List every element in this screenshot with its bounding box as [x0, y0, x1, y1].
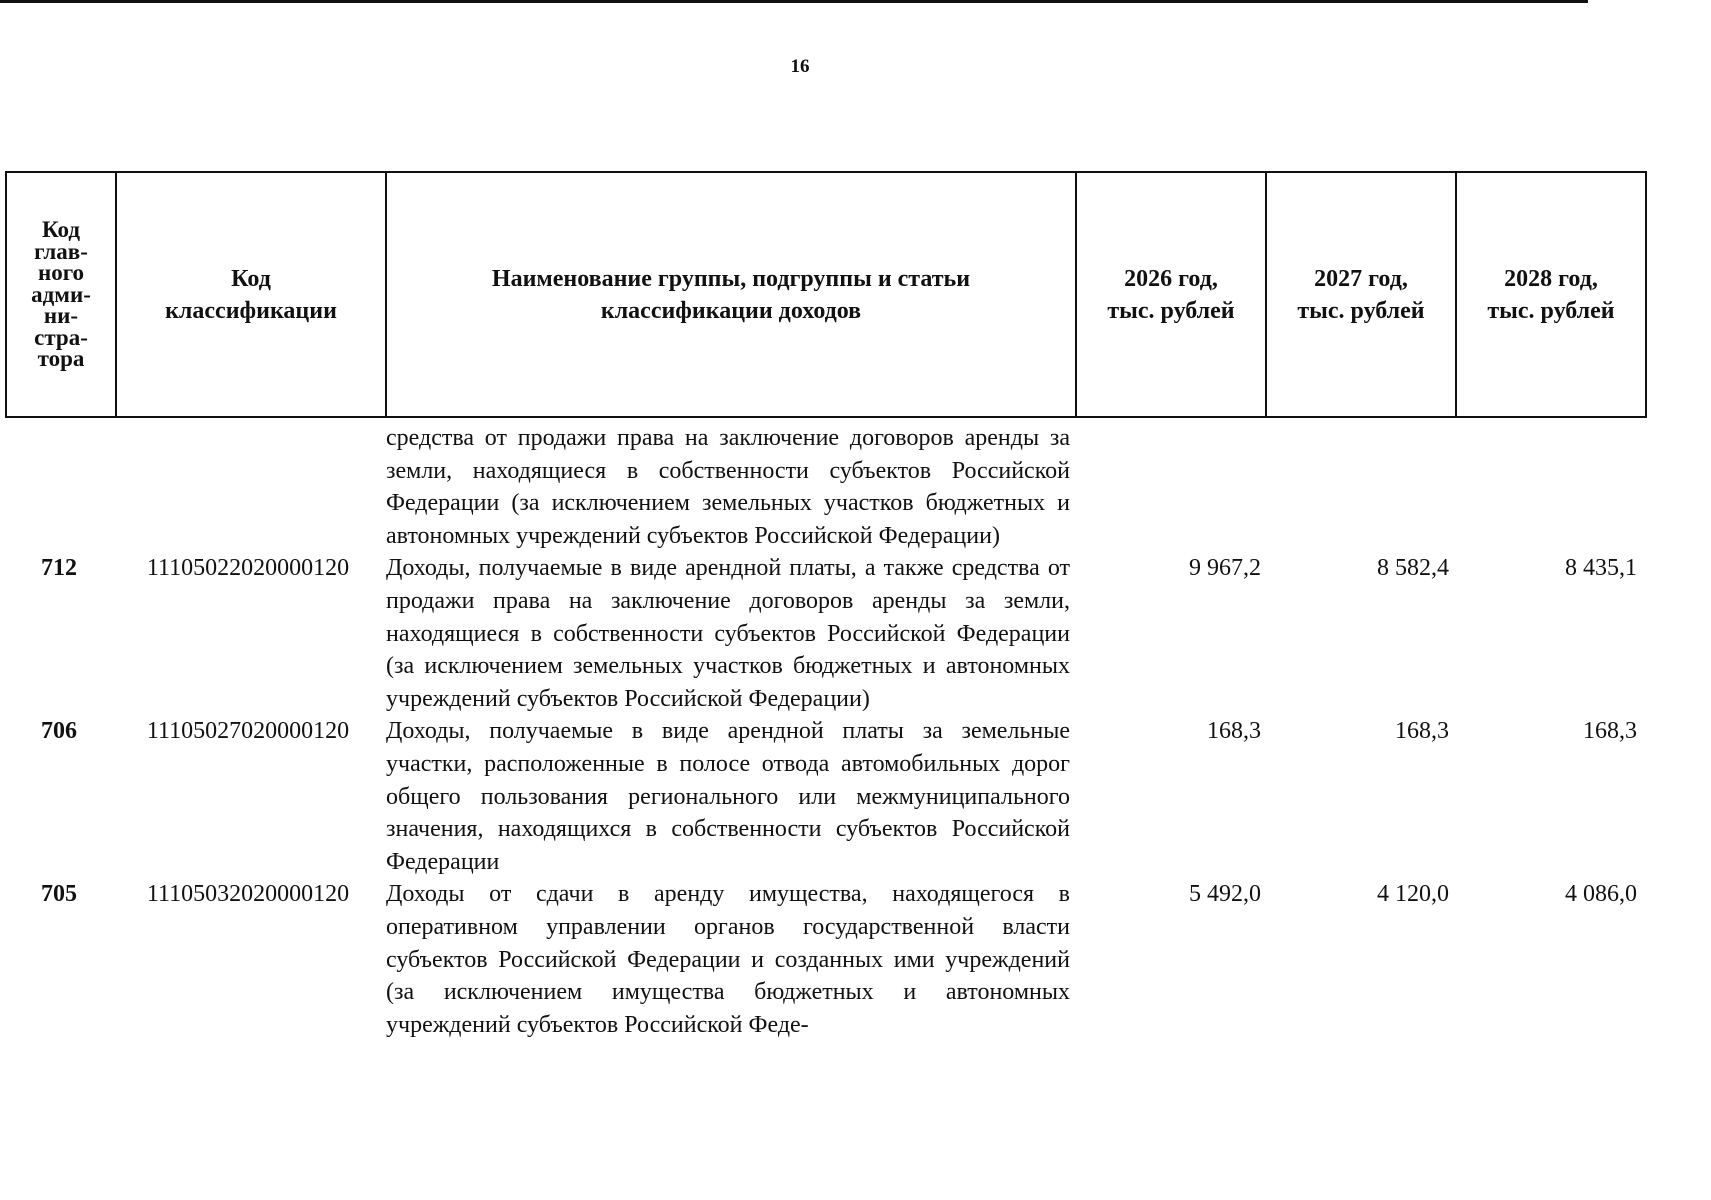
admin-code-cell: 705: [41, 881, 77, 908]
year-2028-cell: 8 435,1: [1565, 555, 1637, 582]
class-code-cell: 11105027020000120: [146, 718, 350, 745]
table-row: [5, 715, 1637, 878]
year-2026-cell: 9 967,2: [1189, 555, 1261, 582]
name-cell: Доходы, получаемые в виде арендной платы, а также средства от продажи права на заключение договоров аренды за земли, находящиеся в собственности субъектов Российской Федерации (за исключением земельных участков бюджетных и автономных учреждений субъектов Российской Федерации): [386, 555, 1070, 712]
class-code-cell: 11105022020000120: [146, 555, 350, 582]
table-row: [5, 552, 1637, 715]
year-2026-cell: 168,3: [1207, 718, 1261, 745]
year-2027-cell: 4 120,0: [1377, 881, 1449, 908]
admin-code-cell: 712: [41, 555, 77, 582]
header-name: Наименование группы, подгруппы и статьи классификации доходов: [386, 172, 1076, 417]
table-body: [5, 422, 1637, 1041]
header-row: [6, 172, 1646, 417]
header-year-2027: 2027 год, тыс. рублей: [1266, 172, 1456, 417]
continuation-text: средства от продажи права на заключение договоров аренды за земли, находящиеся в собственности субъектов Российской Федерации (за исключением земельных участков бюджетных и автономных учреждений субъектов Российской Федерации): [386, 425, 1070, 549]
header-year-2028: 2028 год, тыс. рублей: [1456, 172, 1646, 417]
table-row: [5, 878, 1637, 1041]
header-admin-code: Код глав- ного адми- ни- стра- тора: [6, 172, 116, 417]
admin-code-cell: 706: [41, 718, 77, 745]
page-number: 16: [790, 56, 810, 77]
year-2026-cell: 5 492,0: [1189, 881, 1261, 908]
header-year-2026: 2026 год, тыс. рублей: [1076, 172, 1266, 417]
table-header: [5, 171, 1647, 418]
year-2028-cell: 4 086,0: [1565, 881, 1637, 908]
name-cell: Доходы, получаемые в виде арендной платы за земельные участки, расположенные в полосе отвода автомобильных дорог общего пользования регионального или межмуниципального значения, находящихся в собственности субъектов Российской Федерации: [386, 718, 1070, 875]
table-row-continuation: [5, 422, 1637, 552]
name-cell: Доходы от сдачи в аренду имущества, находящегося в оперативном управлении органов государственной власти субъектов Российской Федерации и созданных ими учреждений (за исключением имущества бюджетных и автономных учреждений субъектов Российской Феде-: [386, 881, 1070, 1038]
year-2027-cell: 8 582,4: [1377, 555, 1449, 582]
top-rule: [0, 0, 1588, 3]
header-class-code: Код классификации: [116, 172, 386, 417]
year-2027-cell: 168,3: [1395, 718, 1449, 745]
class-code-cell: 11105032020000120: [146, 881, 350, 908]
year-2028-cell: 168,3: [1583, 718, 1637, 745]
